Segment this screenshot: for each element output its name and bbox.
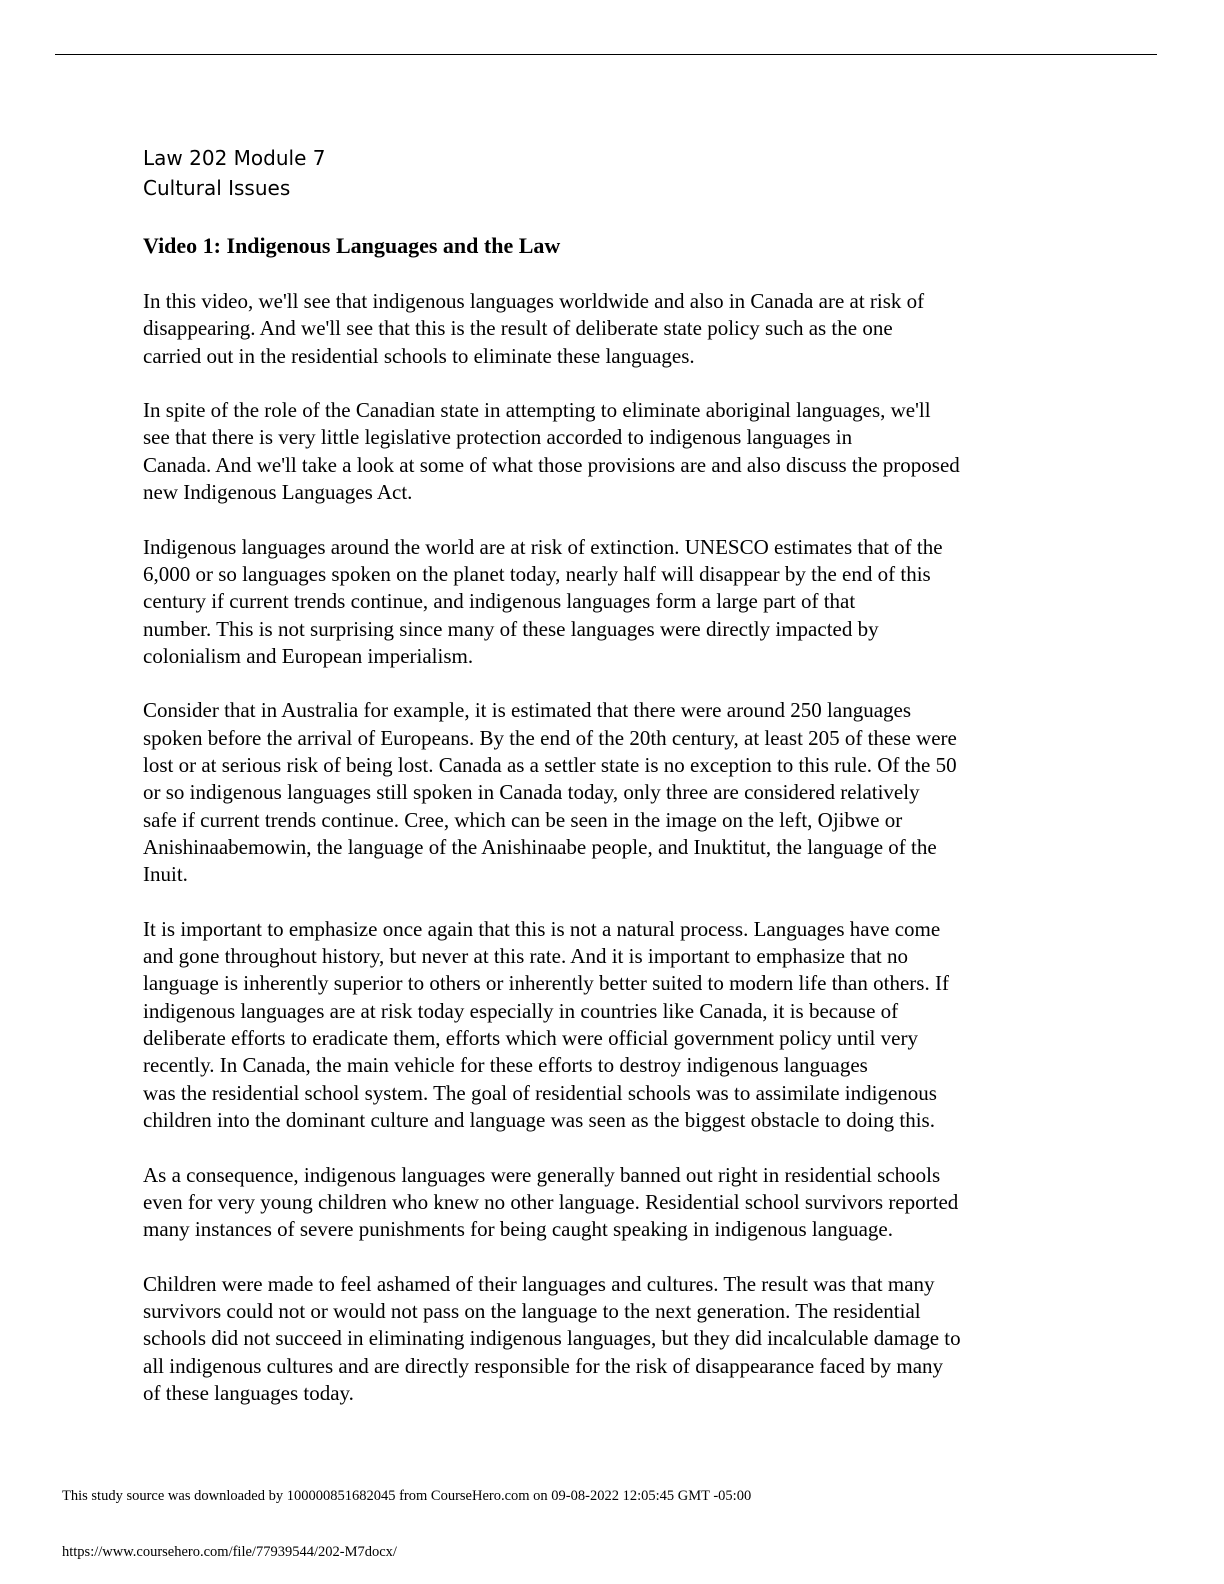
paragraph-4 — [143, 697, 1083, 888]
text-line: all indigenous cultures and are directly responsible for the risk of disappearance faced by many — [143, 1353, 944, 1378]
paragraph-6 — [143, 1162, 1083, 1244]
text-line: language is inherently superior to others or inherently better suited to modern life than others. If — [143, 971, 949, 996]
text-line: schools did not succeed in eliminating indigenous languages, but they did incalculable damage to — [143, 1326, 961, 1351]
text-line: lost or at serious risk of being lost. Canada as a settler state is no exception to this rule. Of the 50 — [143, 753, 957, 778]
text-line: of these languages today. — [143, 1380, 354, 1405]
text-line: even for very young children who knew no other language. Residential school survivors reported — [143, 1189, 959, 1214]
text-line: disappearing. And we'll see that this is the result of deliberate state policy such as the one — [143, 316, 893, 341]
header-rule — [55, 54, 1157, 55]
text-line: was the residential school system. The goal of residential schools was to assimilate indigenous — [143, 1080, 937, 1105]
text-line: century if current trends continue, and indigenous languages form a large part of that — [143, 589, 856, 614]
text-line: colonialism and European imperialism. — [143, 643, 474, 668]
text-line: safe if current trends continue. Cree, which can be seen in the image on the left, Ojibwe or — [143, 807, 903, 832]
text-line: 6,000 or so languages spoken on the planet today, nearly half will disappear by the end of this — [143, 561, 931, 586]
text-line: In this video, we'll see that indigenous languages worldwide and also in Canada are at risk of — [143, 289, 925, 313]
document-header — [143, 143, 1083, 203]
footer-source-notice: This study source was downloaded by 100000851682045 from CourseHero.com on 09-08-2022 12:05:45 GMT -05:00 — [62, 1488, 752, 1504]
text-line: recently. In Canada, the main vehicle for these efforts to destroy indigenous languages — [143, 1053, 868, 1078]
text-line: Inuit. — [143, 862, 188, 887]
text-line: children into the dominant culture and language was seen as the biggest obstacle to doing this. — [143, 1107, 935, 1132]
text-line: many instances of severe punishments for being caught speaking in indigenous language. — [143, 1217, 893, 1242]
text-line: see that there is very little legislative protection accorded to indigenous languages in — [143, 425, 853, 450]
paragraph-3 — [143, 534, 1083, 670]
section-title: Video 1: Indigenous Languages and the Law — [143, 233, 561, 258]
text-line: It is important to emphasize once again that this is not a natural process. Languages have come — [143, 916, 941, 941]
course-label: Law 202 Module 7 — [143, 146, 326, 170]
text-line: In spite of the role of the Canadian state in attempting to eliminate aboriginal languages, we'll — [143, 398, 931, 423]
text-line: survivors could not or would not pass on the language to the next generation. The residential — [143, 1298, 921, 1323]
text-line: and gone throughout history, but never at this rate. And it is important to emphasize that no — [143, 944, 908, 969]
text-line: spoken before the arrival of Europeans. By the end of the 20th century, at least 205 of these were — [143, 725, 957, 750]
text-line: Children were made to feel ashamed of their languages and cultures. The result was that many — [143, 1271, 935, 1296]
paragraph-1 — [143, 288, 1083, 370]
text-line: indigenous languages are at risk today especially in countries like Canada, it is because of — [143, 998, 899, 1023]
paragraph-2 — [143, 397, 1083, 506]
text-line: As a consequence, indigenous languages were generally banned out right in residential schools — [143, 1162, 941, 1187]
text-line: Consider that in Australia for example, it is estimated that there were around 250 languages — [143, 698, 912, 723]
footer-url: https://www.coursehero.com/file/77939544/202-M7docx/ — [62, 1544, 397, 1560]
topic-label: Cultural Issues — [143, 176, 291, 200]
paragraph-5 — [143, 916, 1083, 1134]
text-line: Canada. And we'll take a look at some of what those provisions are and also discuss the proposed — [143, 452, 960, 477]
paragraph-7 — [143, 1271, 1083, 1407]
text-line: Anishinaabemowin, the language of the Anishinaabe people, and Inuktitut, the language of the — [143, 834, 937, 859]
text-line: Indigenous languages around the world are at risk of extinction. UNESCO estimates that of the — [143, 534, 943, 559]
text-line: number. This is not surprising since many of these languages were directly impacted by — [143, 616, 879, 641]
text-line: carried out in the residential schools to eliminate these languages. — [143, 343, 695, 368]
text-line: deliberate efforts to eradicate them, efforts which were official government policy until very — [143, 1026, 918, 1051]
text-line: new Indigenous Languages Act. — [143, 480, 413, 505]
text-line: or so indigenous languages still spoken in Canada today, only three are considered relatively — [143, 780, 920, 805]
document-body — [143, 143, 1083, 1407]
